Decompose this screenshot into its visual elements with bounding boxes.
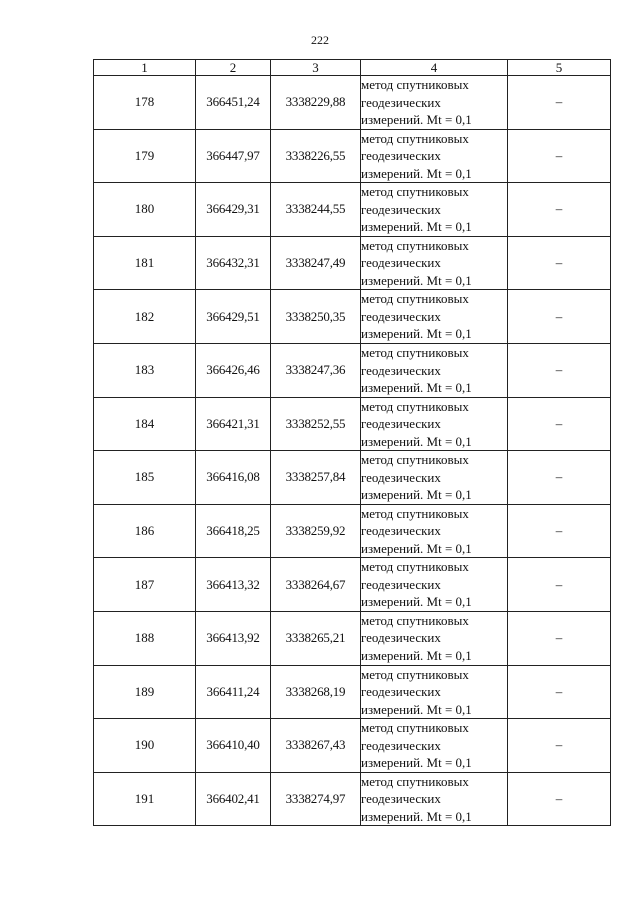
y-coordinate-cell: 3338250,35 — [271, 290, 361, 344]
point-number-cell: 179 — [94, 129, 196, 183]
table-row — [94, 558, 611, 612]
method-cell — [361, 397, 508, 451]
y-coordinate-cell: 3338265,21 — [271, 611, 361, 665]
x-coordinate-cell: 366447,97 — [196, 129, 271, 183]
y-coordinate-cell: 3338257,84 — [271, 451, 361, 505]
point-number-cell: 191 — [94, 772, 196, 826]
x-coordinate-cell: 366421,31 — [196, 397, 271, 451]
method-line-3: измерений. Mt = 0,1 — [361, 808, 472, 824]
x-coordinate-cell: 366426,46 — [196, 343, 271, 397]
method-line-1: метод спутниковых — [361, 612, 469, 628]
method-cell — [361, 719, 508, 773]
method-line-1: метод спутниковых — [361, 291, 469, 307]
method-line-3: измерений. Mt = 0,1 — [361, 594, 472, 610]
table-row — [94, 129, 611, 183]
method-line-3: измерений. Mt = 0,1 — [361, 165, 472, 181]
method-line-2: геодезических — [361, 523, 441, 539]
method-line-3: измерений. Mt = 0,1 — [361, 272, 472, 288]
x-coordinate-cell: 366416,08 — [196, 451, 271, 505]
description-cell: – — [508, 665, 611, 719]
method-line-3: измерений. Mt = 0,1 — [361, 433, 472, 449]
y-coordinate-cell: 3338247,49 — [271, 236, 361, 290]
table-row — [94, 611, 611, 665]
method-line-2: геодезических — [361, 630, 441, 646]
method-line-3: измерений. Mt = 0,1 — [361, 219, 472, 235]
method-cell — [361, 290, 508, 344]
point-number-cell: 178 — [94, 76, 196, 130]
description-cell: – — [508, 236, 611, 290]
point-number-cell: 184 — [94, 397, 196, 451]
x-coordinate-cell: 366429,31 — [196, 183, 271, 237]
header-col-2: 2 — [196, 60, 271, 76]
x-coordinate-cell: 366451,24 — [196, 76, 271, 130]
x-coordinate-cell: 366413,92 — [196, 611, 271, 665]
header-col-5: 5 — [508, 60, 611, 76]
point-number-cell: 186 — [94, 504, 196, 558]
y-coordinate-cell: 3338229,88 — [271, 76, 361, 130]
method-cell — [361, 236, 508, 290]
method-line-2: геодезических — [361, 684, 441, 700]
method-line-2: геодезических — [361, 94, 441, 110]
method-line-3: измерений. Mt = 0,1 — [361, 487, 472, 503]
method-line-2: геодезических — [361, 416, 441, 432]
method-line-1: метод спутниковых — [361, 505, 469, 521]
method-line-2: геодезических — [361, 362, 441, 378]
description-cell: – — [508, 772, 611, 826]
point-number-cell: 190 — [94, 719, 196, 773]
page-number: 222 — [311, 33, 329, 47]
table-header — [94, 60, 611, 76]
point-number-cell: 185 — [94, 451, 196, 505]
header-row — [94, 60, 611, 76]
x-coordinate-cell: 366410,40 — [196, 719, 271, 773]
y-coordinate-cell: 3338226,55 — [271, 129, 361, 183]
method-line-2: геодезических — [361, 469, 441, 485]
description-cell: – — [508, 343, 611, 397]
x-coordinate-cell: 366413,32 — [196, 558, 271, 612]
method-line-3: измерений. Mt = 0,1 — [361, 701, 472, 717]
y-coordinate-cell: 3338247,36 — [271, 343, 361, 397]
description-cell: – — [508, 129, 611, 183]
y-coordinate-cell: 3338274,97 — [271, 772, 361, 826]
y-coordinate-cell: 3338267,43 — [271, 719, 361, 773]
table-row — [94, 772, 611, 826]
table-row — [94, 183, 611, 237]
method-line-2: геодезических — [361, 576, 441, 592]
table-body — [94, 76, 611, 826]
method-line-3: измерений. Mt = 0,1 — [361, 647, 472, 663]
point-number-cell: 189 — [94, 665, 196, 719]
method-line-1: метод спутниковых — [361, 773, 469, 789]
header-col-1: 1 — [94, 60, 196, 76]
method-line-2: геодезических — [361, 737, 441, 753]
header-col-4: 4 — [361, 60, 508, 76]
point-number-cell: 183 — [94, 343, 196, 397]
method-line-1: метод спутниковых — [361, 398, 469, 414]
method-cell — [361, 504, 508, 558]
method-line-2: геодезических — [361, 791, 441, 807]
method-cell — [361, 611, 508, 665]
description-cell: – — [508, 397, 611, 451]
method-line-2: геодезических — [361, 201, 441, 217]
method-line-1: метод спутниковых — [361, 130, 469, 146]
x-coordinate-cell: 366432,31 — [196, 236, 271, 290]
point-number-cell: 182 — [94, 290, 196, 344]
table-row — [94, 451, 611, 505]
header-col-3: 3 — [271, 60, 361, 76]
method-line-1: метод спутниковых — [361, 559, 469, 575]
table-row — [94, 76, 611, 130]
x-coordinate-cell: 366429,51 — [196, 290, 271, 344]
method-line-3: измерений. Mt = 0,1 — [361, 326, 472, 342]
method-cell — [361, 665, 508, 719]
y-coordinate-cell: 3338252,55 — [271, 397, 361, 451]
x-coordinate-cell: 366402,41 — [196, 772, 271, 826]
method-line-2: геодезических — [361, 255, 441, 271]
table-row — [94, 236, 611, 290]
method-line-3: измерений. Mt = 0,1 — [361, 540, 472, 556]
point-number-cell: 187 — [94, 558, 196, 612]
point-number-cell: 181 — [94, 236, 196, 290]
description-cell: – — [508, 290, 611, 344]
method-line-1: метод спутниковых — [361, 720, 469, 736]
method-cell — [361, 558, 508, 612]
description-cell: – — [508, 504, 611, 558]
method-line-1: метод спутниковых — [361, 77, 469, 93]
table-row — [94, 397, 611, 451]
point-number-cell: 180 — [94, 183, 196, 237]
method-cell — [361, 451, 508, 505]
coordinates-table — [93, 59, 611, 826]
method-cell — [361, 129, 508, 183]
table-row — [94, 504, 611, 558]
table-row — [94, 290, 611, 344]
x-coordinate-cell: 366418,25 — [196, 504, 271, 558]
method-line-1: метод спутниковых — [361, 452, 469, 468]
description-cell: – — [508, 719, 611, 773]
description-cell: – — [508, 183, 611, 237]
method-cell — [361, 343, 508, 397]
method-line-2: геодезических — [361, 148, 441, 164]
method-line-1: метод спутниковых — [361, 237, 469, 253]
table-row — [94, 719, 611, 773]
method-line-1: метод спутниковых — [361, 666, 469, 682]
method-line-3: измерений. Mt = 0,1 — [361, 380, 472, 396]
method-cell — [361, 183, 508, 237]
method-line-3: измерений. Mt = 0,1 — [361, 755, 472, 771]
description-cell: – — [508, 611, 611, 665]
description-cell: – — [508, 558, 611, 612]
x-coordinate-cell: 366411,24 — [196, 665, 271, 719]
table-row — [94, 343, 611, 397]
y-coordinate-cell: 3338244,55 — [271, 183, 361, 237]
method-line-3: измерений. Mt = 0,1 — [361, 112, 472, 128]
method-line-2: геодезических — [361, 308, 441, 324]
y-coordinate-cell: 3338268,19 — [271, 665, 361, 719]
description-cell: – — [508, 451, 611, 505]
description-cell: – — [508, 76, 611, 130]
method-line-1: метод спутниковых — [361, 345, 469, 361]
y-coordinate-cell: 3338259,92 — [271, 504, 361, 558]
point-number-cell: 188 — [94, 611, 196, 665]
method-cell — [361, 772, 508, 826]
table-row — [94, 665, 611, 719]
method-cell — [361, 76, 508, 130]
y-coordinate-cell: 3338264,67 — [271, 558, 361, 612]
method-line-1: метод спутниковых — [361, 184, 469, 200]
